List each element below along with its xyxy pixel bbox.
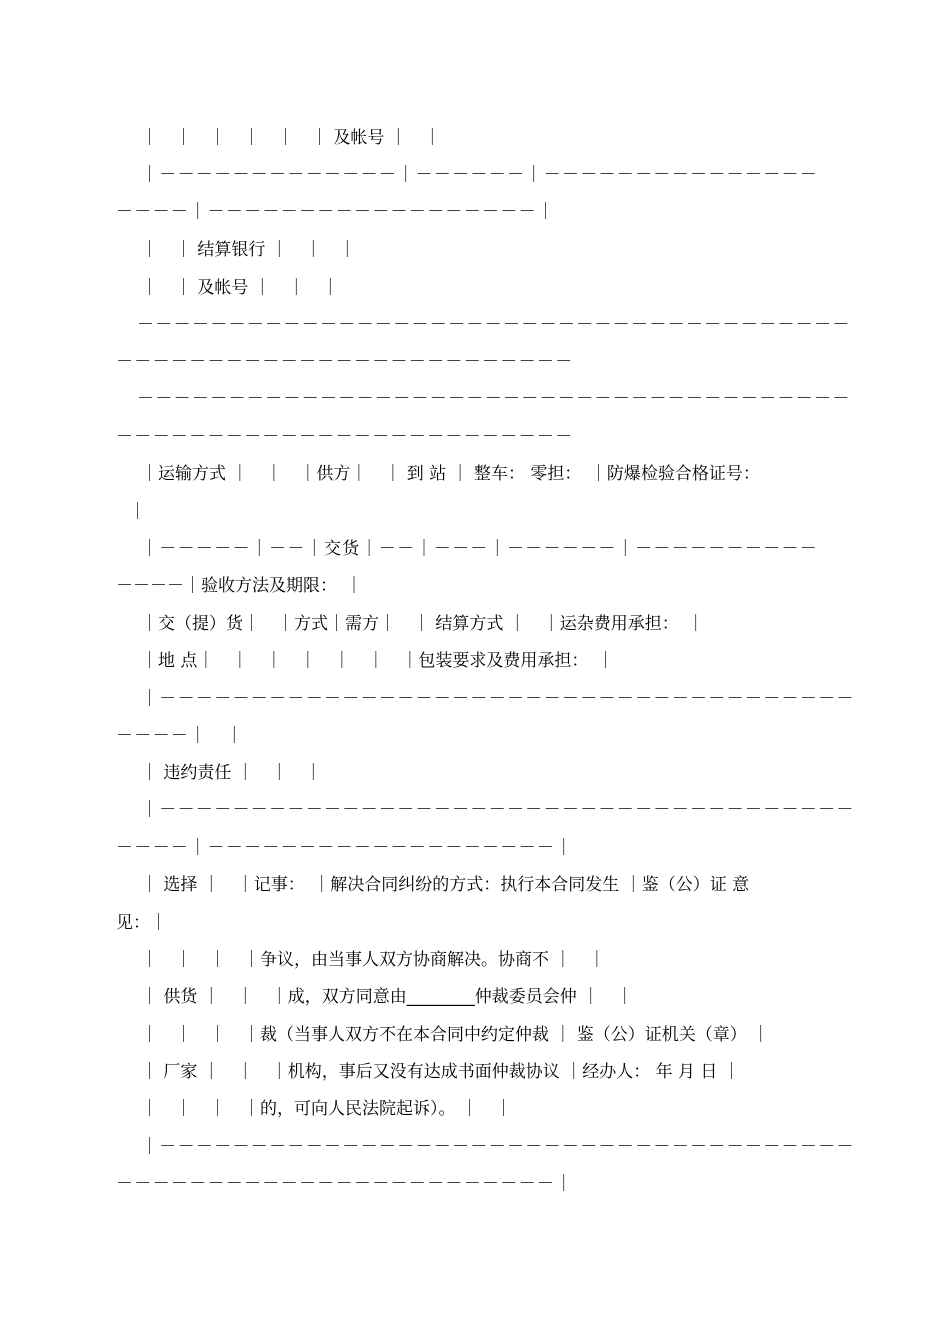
text-line: ｜ ｜ 及帐号 ｜ ｜ ｜ [141,278,339,298]
text-line: －－－－｜验收方法及期限： ｜ [116,576,363,596]
table-rule-line: －－－－｜－－－－－－－－－－－－－－－－－－｜ [116,202,556,222]
table-rule-line: －－－－－－－－－－－－－－－－－－－－－－－－－－－－－－－－－－－－－－－ [137,389,851,409]
table-rule-line: ｜－－－－－－－－－－－－－｜－－－－－－｜－－－－－－－－－－－－－－－ [141,165,819,185]
text-line: ｜ ｜ ｜ ｜ ｜ ｜ 及帐号 ｜ ｜ [141,128,441,148]
table-rule-line: －－－－－－－－－－－－－－－－－－－－－－－－－－－－－－－－－－－－－－－ [137,315,851,335]
table-rule-line: －－－－－－－－－－－－－－－－－－－－－－－－｜ [116,1174,574,1194]
text-line: ｜ 供货 ｜ ｜ ｜成，双方同意由________仲裁委员会仲 ｜ ｜ [141,987,634,1007]
text-line: ｜ ｜ ｜ ｜裁（当事人双方不在本合同中约定仲裁 ｜ 鉴（公）证机关（章） ｜ [141,1025,770,1045]
table-rule-line: ｜－－－－－－－－－－－－－－－－－－－－－－－－－－－－－－－－－－－－－－ [141,800,855,820]
text-line: 见：｜ [116,913,167,933]
text-line: ｜运输方式 ｜ ｜ ｜供方｜ ｜ 到 站 ｜ 整车： 零担： ｜防爆检验合格证号： [141,464,760,484]
text-line: ｜交（提）货｜ ｜方式｜需方｜ ｜ 结算方式 ｜ ｜运杂费用承担： ｜ [141,614,705,634]
table-rule-line: ｜－－－－－－－－－－－－－－－－－－－－－－－－－－－－－－－－－－－－－－ [141,1137,855,1157]
text-line: ｜ ｜ ｜ ｜的，可向人民法院起诉）。 ｜ ｜ [141,1099,512,1119]
text-line: ｜ [129,502,146,522]
text-line: ｜ 厂家 ｜ ｜ ｜机构，事后又没有达成书面仲裁协议 ｜经办人： 年 月 日 ｜ [141,1062,740,1082]
table-rule-line: ｜－－－－－－－－－－－－－－－－－－－－－－－－－－－－－－－－－－－－－－ [141,689,855,709]
text-line: ｜地 点｜ ｜ ｜ ｜ ｜ ｜ ｜包装要求及费用承担： ｜ [141,651,614,671]
table-rule-line: －－－－｜ ｜ [116,726,245,746]
table-rule-line: －－－－－－－－－－－－－－－－－－－－－－－－－ [116,352,574,372]
text-line: ｜ 违约责任 ｜ ｜ ｜ [141,763,322,783]
text-line: ｜ ｜ 结算银行 ｜ ｜ ｜ [141,240,356,260]
text-line: ｜ ｜ ｜ ｜争议，由当事人双方协商解决。协商不 ｜ ｜ [141,950,606,970]
table-rule-line: ｜－－－－－｜－－｜交货｜－－｜－－－｜－－－－－－｜－－－－－－－－－－ [141,539,819,559]
text-line: ｜ 选择 ｜ ｜记事： ｜解决合同纠纷的方式：执行本合同发生 ｜鉴（公）证 意 [141,875,750,895]
table-rule-line: －－－－｜－－－－－－－－－－－－－－－－－－－｜ [116,838,574,858]
table-rule-line: －－－－－－－－－－－－－－－－－－－－－－－－－ [116,427,574,447]
